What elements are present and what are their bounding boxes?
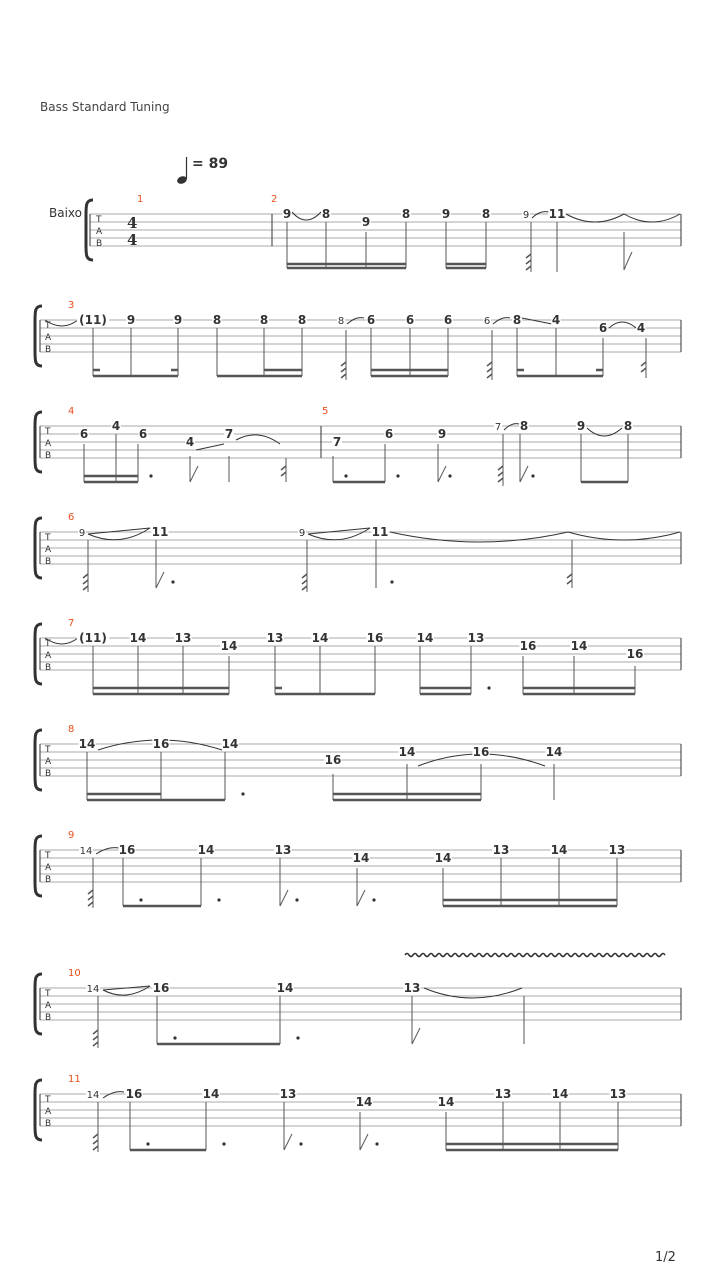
fret-number: 16 <box>472 745 490 759</box>
fret-number: 8 <box>519 419 529 433</box>
clef-letter: T <box>45 851 51 861</box>
tempo-marking: = 89 <box>192 156 229 172</box>
system-3 <box>35 406 681 486</box>
measure-number: 4 <box>68 406 75 417</box>
clef-letter: B <box>45 451 52 461</box>
fret-number: 8 <box>512 313 522 327</box>
fret-number: 14 <box>78 737 96 751</box>
tuning-label: Bass Standard Tuning <box>40 100 170 114</box>
fret-number: 14 <box>352 851 370 865</box>
fret-number: 4 <box>551 313 561 327</box>
fret-number: 13 <box>174 631 192 645</box>
fret-number: 14 <box>311 631 329 645</box>
fret-number: 11 <box>151 525 169 539</box>
fret-number: 14 <box>355 1095 373 1109</box>
clef-letter: A <box>45 757 52 767</box>
fret-number: 13 <box>492 843 510 857</box>
clef-letter: B <box>45 663 52 673</box>
fret-number: 6 <box>79 427 89 441</box>
fret-number: 16 <box>125 1087 143 1101</box>
fret-number: 16 <box>152 737 170 751</box>
fret-number: 16 <box>152 981 170 995</box>
clef-letter: A <box>45 863 52 873</box>
fret-number: 16 <box>118 843 136 857</box>
fret-number: 4 <box>636 321 646 335</box>
fret-number: 14 <box>545 745 563 759</box>
clef-letter: A <box>45 333 52 343</box>
time-sig-bottom: 4 <box>127 231 138 249</box>
measure-number: 1 <box>137 194 144 205</box>
clef-letter: T <box>45 989 51 999</box>
fret-number: 14 <box>202 1087 220 1101</box>
clef-letter: A <box>45 545 52 555</box>
vibrato-wavy-line <box>405 954 665 957</box>
time-sig-top: 4 <box>127 214 138 232</box>
measure-number: 3 <box>68 300 75 311</box>
fret-number: 13 <box>609 1087 627 1101</box>
fret-number: 8 <box>297 313 307 327</box>
clef-letter: B <box>45 557 52 567</box>
fret-number: 8 <box>321 207 331 221</box>
system-4 <box>35 512 681 592</box>
fret-number: 11 <box>548 207 566 221</box>
fret-number: 7 <box>224 427 234 441</box>
grace-fret-number: 14 <box>86 984 100 995</box>
fret-number: 8 <box>212 313 222 327</box>
measure-number: 7 <box>68 618 75 629</box>
clef-letter: B <box>45 875 52 885</box>
system-8 <box>35 968 681 1048</box>
measure-number: 5 <box>322 406 329 417</box>
measure-number: 11 <box>68 1074 81 1085</box>
fret-number: 6 <box>366 313 376 327</box>
fret-number: 14 <box>570 639 588 653</box>
fret-number: 9 <box>576 419 586 433</box>
clef-letter: T <box>45 533 51 543</box>
measure-number: 6 <box>68 512 75 523</box>
fret-number: 9 <box>173 313 183 327</box>
fret-number: 13 <box>279 1087 297 1101</box>
measure-number: 8 <box>68 724 75 735</box>
measure-number: 9 <box>68 830 75 841</box>
grace-fret-number: 9 <box>522 210 530 221</box>
clef-letter: T <box>45 1095 51 1105</box>
fret-number: 9 <box>126 313 136 327</box>
page-number: 1/2 <box>655 1250 676 1265</box>
fret-number: 9 <box>361 215 371 229</box>
fret-number: 4 <box>111 419 121 433</box>
clef-letter: T <box>45 321 51 331</box>
fret-number: 14 <box>416 631 434 645</box>
fret-number: 14 <box>129 631 147 645</box>
fret-number: 6 <box>405 313 415 327</box>
measure-number: 10 <box>68 968 81 979</box>
fret-number: 13 <box>274 843 292 857</box>
fret-number: 6 <box>138 427 148 441</box>
system-2 <box>35 300 681 380</box>
clef-letter: B <box>45 1013 52 1023</box>
system-6 <box>35 724 681 800</box>
fret-number: 8 <box>401 207 411 221</box>
clef-letter: A <box>45 1001 52 1011</box>
measure-number: 2 <box>271 194 278 205</box>
fret-number: 6 <box>384 427 394 441</box>
fret-number: 14 <box>437 1095 455 1109</box>
fret-number: (11) <box>79 631 107 645</box>
system-1 <box>86 194 681 272</box>
grace-fret-number: 14 <box>86 1090 100 1101</box>
clef-letter: T <box>45 745 51 755</box>
clef-letter: T <box>45 639 51 649</box>
fret-number: 8 <box>481 207 491 221</box>
fret-number: 16 <box>519 639 537 653</box>
fret-number: 14 <box>276 981 294 995</box>
clef-letter: B <box>96 239 103 249</box>
clef-letter: B <box>45 345 52 355</box>
clef-letter: B <box>45 769 52 779</box>
clef-letter: A <box>45 651 52 661</box>
clef-letter: A <box>45 439 52 449</box>
fret-number: 14 <box>550 843 568 857</box>
fret-number: 14 <box>551 1087 569 1101</box>
system-9 <box>35 1074 681 1152</box>
fret-number: 9 <box>282 207 292 221</box>
fret-number: 14 <box>398 745 416 759</box>
clef-letter: T <box>96 215 102 225</box>
fret-number: 13 <box>467 631 485 645</box>
fret-number: 14 <box>197 843 215 857</box>
quarter-note-icon <box>176 157 188 185</box>
clef-letter: A <box>45 1107 52 1117</box>
fret-number: 4 <box>185 435 195 449</box>
fret-number: 11 <box>371 525 389 539</box>
grace-fret-number: 14 <box>79 846 93 857</box>
fret-number: 7 <box>332 435 342 449</box>
grace-fret-number: 7 <box>494 422 502 433</box>
system-7 <box>35 830 681 908</box>
grace-fret-number: 6 <box>483 316 491 327</box>
grace-fret-number: 8 <box>337 316 345 327</box>
fret-number: 9 <box>437 427 447 441</box>
fret-number: 8 <box>623 419 633 433</box>
fret-number: 13 <box>266 631 284 645</box>
instrument-label: Baixo <box>49 206 82 220</box>
grace-fret-number: 9 <box>78 528 86 539</box>
grace-fret-number: 9 <box>298 528 306 539</box>
fret-number: 13 <box>494 1087 512 1101</box>
fret-number: 14 <box>434 851 452 865</box>
fret-number: 13 <box>608 843 626 857</box>
fret-number: 16 <box>626 647 644 661</box>
fret-number: 13 <box>403 981 421 995</box>
fret-number: 6 <box>443 313 453 327</box>
fret-number: 9 <box>441 207 451 221</box>
clef-letter: T <box>45 427 51 437</box>
fret-number: 16 <box>324 753 342 767</box>
fret-number: 14 <box>221 737 239 751</box>
system-5 <box>35 618 681 694</box>
clef-letter: B <box>45 1119 52 1129</box>
fret-number: 16 <box>366 631 384 645</box>
fret-number: (11) <box>79 313 107 327</box>
fret-number: 6 <box>598 321 608 335</box>
fret-number: 8 <box>259 313 269 327</box>
clef-letter: A <box>96 227 103 237</box>
fret-number: 14 <box>220 639 238 653</box>
